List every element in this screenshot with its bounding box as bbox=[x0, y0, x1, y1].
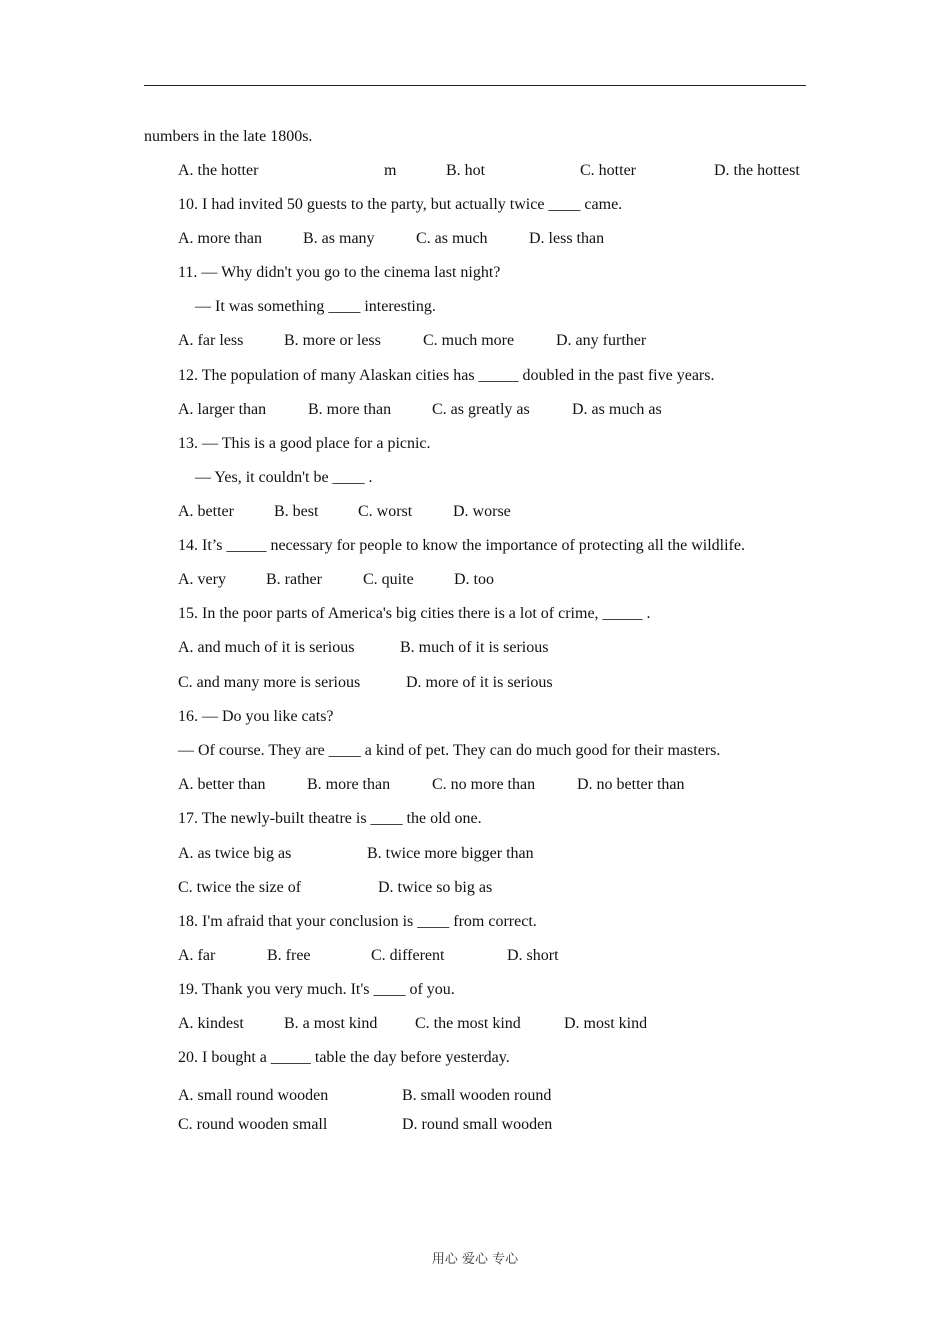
q19-option-c: C. the most kind bbox=[415, 1015, 521, 1032]
q9-option-c: C. hotter bbox=[580, 162, 636, 179]
page-footer: 用心 爱心 专心 bbox=[431, 1252, 519, 1267]
q17-stem: 17. The newly-built theatre is ____ the old one. bbox=[178, 810, 482, 827]
q10-stem: 10. I had invited 50 guests to the party, but actually twice ____ came. bbox=[178, 196, 623, 213]
q16-option-d: D. no better than bbox=[577, 776, 685, 793]
q14-option-a: A. very bbox=[178, 571, 226, 588]
q14-stem: 14. It’s _____ necessary for people to know the importance of protecting all the wildlife. bbox=[178, 537, 745, 554]
q15-option-d: D. more of it is serious bbox=[406, 674, 553, 691]
q9-option-d: D. the hottest bbox=[714, 162, 800, 179]
q19-option-d: D. most kind bbox=[564, 1015, 648, 1032]
q18-option-b: B. free bbox=[267, 947, 311, 964]
q18-option-a: A. far bbox=[178, 947, 216, 964]
q14-option-c: C. quite bbox=[363, 571, 414, 588]
q13-option-d: D. worse bbox=[453, 503, 511, 520]
q16-stem: 16. — Do you like cats? bbox=[178, 708, 334, 725]
q16-option-b: B. more than bbox=[307, 776, 391, 793]
q15-option-a: A. and much of it is serious bbox=[178, 639, 355, 656]
q12-stem: 12. The population of many Alaskan cities has _____ doubled in the past five years. bbox=[178, 367, 715, 384]
q19-option-a: A. kindest bbox=[178, 1015, 244, 1032]
q10-option-d: D. less than bbox=[529, 230, 605, 247]
q12-option-b: B. more than bbox=[308, 401, 392, 418]
q18-stem: 18. I'm afraid that your conclusion is ____ from correct. bbox=[178, 913, 537, 930]
q20-stem: 20. I bought a _____ table the day before yesterday. bbox=[178, 1049, 510, 1066]
q13-option-b: B. best bbox=[274, 503, 319, 520]
q9-option-b: B. hot bbox=[446, 162, 486, 179]
q11-option-a: A. far less bbox=[178, 332, 244, 349]
q17-option-a: A. as twice big as bbox=[178, 845, 292, 862]
q17-option-c: C. twice the size of bbox=[178, 879, 302, 896]
q19-stem: 19. Thank you very much. It's ____ of you. bbox=[178, 981, 455, 998]
q20-option-b: B. small wooden round bbox=[402, 1087, 552, 1104]
q13-stem: 13. — This is a good place for a picnic. bbox=[178, 435, 431, 452]
q13-option-a: A. better bbox=[178, 503, 234, 520]
q18-option-c: C. different bbox=[371, 947, 445, 964]
q20-option-c: C. round wooden small bbox=[178, 1116, 328, 1133]
q17-option-d: D. twice so big as bbox=[378, 879, 493, 896]
q11-option-c: C. much more bbox=[423, 332, 515, 349]
q16-reply: — Of course. They are ____ a kind of pet. They can do much good for their masters. bbox=[178, 742, 721, 759]
lead-text: numbers in the late 1800s. bbox=[144, 128, 313, 145]
q20-option-d: D. round small wooden bbox=[402, 1116, 553, 1133]
q15-stem: 15. In the poor parts of America's big cities there is a lot of crime, _____ . bbox=[178, 605, 651, 622]
q19-option-b: B. a most kind bbox=[284, 1015, 378, 1032]
q13-reply: — Yes, it couldn't be ____ . bbox=[195, 469, 373, 486]
q11-stem: 11. — Why didn't you go to the cinema last night? bbox=[178, 264, 501, 281]
q11-option-d: D. any further bbox=[556, 332, 647, 349]
q10-option-a: A. more than bbox=[178, 230, 262, 247]
q11-reply: — It was something ____ interesting. bbox=[195, 298, 436, 315]
q20-option-a: A. small round wooden bbox=[178, 1087, 329, 1104]
q16-option-a: A. better than bbox=[178, 776, 266, 793]
q15-option-b: B. much of it is serious bbox=[400, 639, 549, 656]
q11-option-b: B. more or less bbox=[284, 332, 381, 349]
q18-option-d: D. short bbox=[507, 947, 559, 964]
q9-option-a: A. the hotter bbox=[178, 162, 259, 179]
header-rule bbox=[144, 85, 806, 86]
q14-option-d: D. too bbox=[454, 571, 494, 588]
q10-option-c: C. as much bbox=[416, 230, 488, 247]
q12-option-d: D. as much as bbox=[572, 401, 662, 418]
q12-option-a: A. larger than bbox=[178, 401, 267, 418]
q10-option-b: B. as many bbox=[303, 230, 375, 247]
q17-option-b: B. twice more bigger than bbox=[367, 845, 534, 862]
q12-option-c: C. as greatly as bbox=[432, 401, 530, 418]
q13-option-c: C. worst bbox=[358, 503, 413, 520]
q15-option-c: C. and many more is serious bbox=[178, 674, 361, 691]
q16-option-c: C. no more than bbox=[432, 776, 536, 793]
q9-stray-mark: m bbox=[384, 162, 397, 179]
q14-option-b: B. rather bbox=[266, 571, 322, 588]
